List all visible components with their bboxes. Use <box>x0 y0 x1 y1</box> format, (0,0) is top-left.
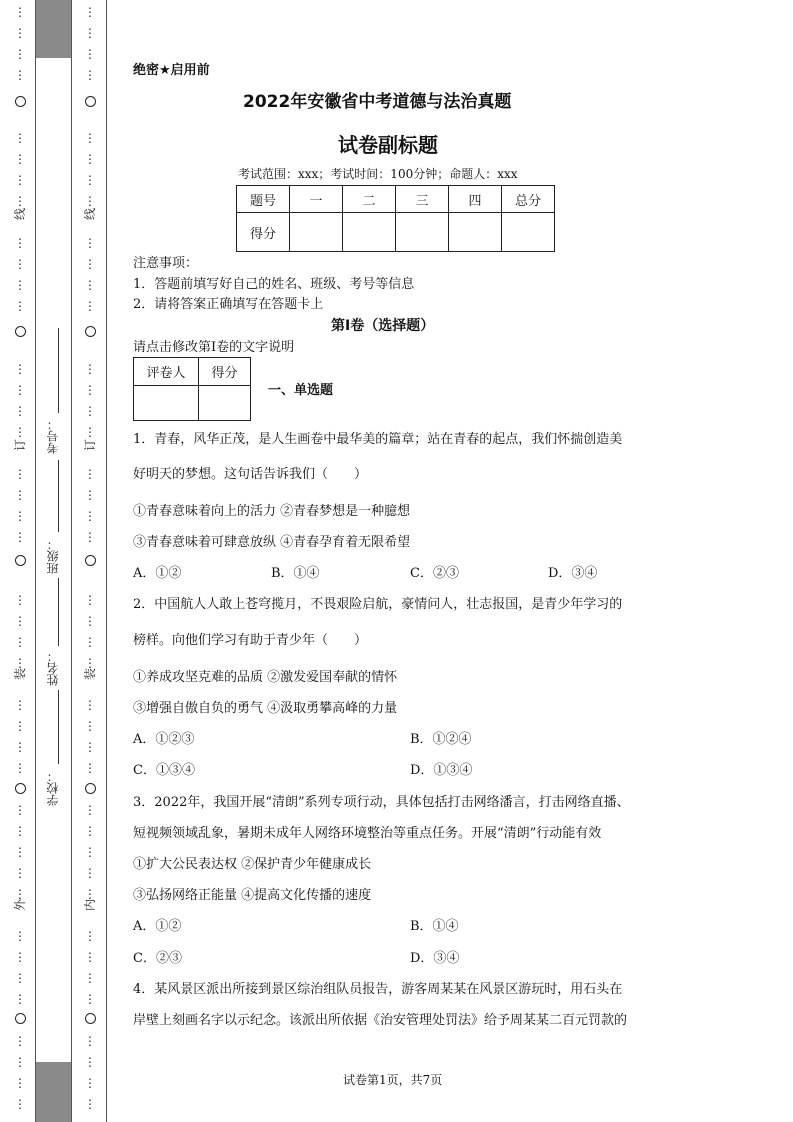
binding-dots: ⋮ <box>84 425 96 439</box>
margin-rule <box>106 0 107 1122</box>
binding-dots: ⋮ <box>14 929 26 943</box>
notes-item: 1．答题前填写好自己的姓名、班级、考号等信息 <box>133 277 415 292</box>
binding-dots: ⋮ <box>14 635 26 649</box>
name-line[interactable] <box>58 578 59 646</box>
q2-option-b[interactable]: B．①②④ <box>410 732 472 747</box>
binding-dots: ⋮ <box>14 173 26 187</box>
binding-dots: ⋮ <box>14 593 26 607</box>
binding-dots: ⋮ <box>84 362 96 376</box>
binding-dots: ⋮ <box>84 1055 96 1069</box>
binding-dots: ⋮ <box>84 152 96 166</box>
q3-stem-line2: 短视频领域乱象，暑期未成年人网络环境整治等重点任务。开展“清朗”行动能有效 <box>133 826 602 841</box>
binding-circle <box>15 96 26 107</box>
binding-dots: ⋮ <box>84 194 96 208</box>
binding-dots: ⋮ <box>84 1097 96 1111</box>
binding-dots: ⋮ <box>14 1034 26 1048</box>
binding-dots: ⋮ <box>84 68 96 82</box>
binding-dots: ⋮ <box>14 152 26 166</box>
q2-stem-line1: 2．中国航人人敢上苍穹揽月，不畏艰险启航，豪情问人，壮志报国，是青少年学习的 <box>133 597 623 612</box>
binding-dots: ⋮ <box>14 257 26 271</box>
binding-dots: ⋮ <box>14 1097 26 1111</box>
q1-option-b[interactable]: B．①④ <box>271 566 320 581</box>
score-cell[interactable] <box>449 213 502 252</box>
binding-dots: ⋮ <box>84 992 96 1006</box>
binding-dots: ⋮ <box>84 614 96 628</box>
q1-statements-1: ①青春意味着向上的活力 ②青春梦想是一种臆想 <box>133 504 411 519</box>
binding-circle <box>15 783 26 794</box>
q3-option-b[interactable]: B．①④ <box>410 919 459 934</box>
score-table-header-row <box>237 186 555 213</box>
binding-dots: ⋮ <box>14 761 26 775</box>
school-label: 学校： <box>46 770 60 806</box>
class-line[interactable] <box>58 460 59 532</box>
score-header-cell: 四 <box>449 186 502 213</box>
binding-dots: ⋮ <box>14 698 26 712</box>
binding-dots: ⋮ <box>14 425 26 439</box>
q1-stem-line2: 好明天的梦想。这句话告诉我们（ ） <box>133 467 368 482</box>
binding-dots: ⋮ <box>14 1055 26 1069</box>
notes-item: 2．请将答案正确填写在答题卡上 <box>133 297 324 312</box>
score-table <box>236 185 555 252</box>
binding-dots: ⋮ <box>84 47 96 61</box>
binding-dots: ⋮ <box>14 866 26 880</box>
score-header-cell: 总分 <box>502 186 555 213</box>
binding-dots: ⋮ <box>14 299 26 313</box>
q2-option-d[interactable]: D．①③④ <box>410 763 473 778</box>
binding-dots: ⋮ <box>14 404 26 418</box>
binding-dots: ⋮ <box>14 362 26 376</box>
binding-dots: ⋮ <box>14 1076 26 1090</box>
section-title: 一、单选题 <box>268 383 334 398</box>
binding-dots: ⋮ <box>84 698 96 712</box>
binding-dots: ⋮ <box>84 1076 96 1090</box>
q2-option-a[interactable]: A．①②③ <box>133 732 195 747</box>
binding-dots: ⋮ <box>14 194 26 208</box>
strip-cap-top <box>36 0 71 58</box>
binding-circle <box>85 96 96 107</box>
binding-dots: ⋮ <box>14 278 26 292</box>
student-id-label: 考号： <box>46 418 60 454</box>
score-header-cell: 二 <box>343 186 396 213</box>
binding-dots: ⋮ <box>84 26 96 40</box>
q1-option-a[interactable]: A．①② <box>133 566 182 581</box>
binding-mark: 订 <box>83 439 97 452</box>
binding-dots: ⋮ <box>84 719 96 733</box>
score-table-row <box>237 213 555 252</box>
binding-dots: ⋮ <box>14 950 26 964</box>
q2-statements-2: ③增强自傲自负的勇气 ④汲取勇攀高峰的力量 <box>133 701 398 716</box>
q3-statements-1: ①扩大公民表达权 ②保护青少年健康成长 <box>133 857 372 872</box>
grader-cell[interactable] <box>134 386 199 421</box>
score-cell[interactable] <box>343 213 396 252</box>
binding-dots: ⋮ <box>14 26 26 40</box>
q3-option-d[interactable]: D．③④ <box>410 951 460 966</box>
binding-circle <box>85 555 96 566</box>
binding-dots: ⋮ <box>14 68 26 82</box>
binding-dots: ⋮ <box>84 530 96 544</box>
score-cell[interactable] <box>502 213 555 252</box>
binding-dots: ⋮ <box>84 803 96 817</box>
binding-dots: ⋮ <box>14 845 26 859</box>
binding-dots: ⋮ <box>84 236 96 250</box>
binding-circle <box>85 783 96 794</box>
binding-dots: ⋮ <box>84 1034 96 1048</box>
strip-cap-bottom <box>36 1062 71 1122</box>
school-line[interactable] <box>58 690 59 764</box>
binding-dots: ⋮ <box>14 509 26 523</box>
exam-info: 考试范围：xxx；考试时间：100分钟；命题人：xxx <box>238 167 518 181</box>
exam-subtitle: 试卷副标题 <box>338 133 438 157</box>
q1-stem-line1: 1．青春，风华正茂，是人生画卷中最华美的篇章；站在青春的起点，我们怀揣创造美 <box>133 432 623 447</box>
binding-dots: ⋮ <box>84 929 96 943</box>
outer-dotted-column <box>14 0 26 1122</box>
binding-dots: ⋮ <box>84 278 96 292</box>
binding-dots: ⋮ <box>14 992 26 1006</box>
binding-dots: ⋮ <box>84 740 96 754</box>
binding-dots: ⋮ <box>84 635 96 649</box>
q4-stem-line2: 岸壁上刻画名字以示纪念。该派出所依据《治安管理处罚法》给予周某某二百元罚款的 <box>133 1013 628 1028</box>
binding-dots: ⋮ <box>84 824 96 838</box>
binding-dots: ⋮ <box>84 131 96 145</box>
page-footer: 试卷第1页，共7页 <box>343 1073 443 1087</box>
q1-option-d[interactable]: D．③④ <box>548 566 598 581</box>
q4-stem-line1: 4．某风景区派出所接到景区综治组队员报告，游客周某某在风景区游玩时，用石头在 <box>133 982 623 997</box>
binding-dots: ⋮ <box>84 257 96 271</box>
binding-dots: ⋮ <box>84 845 96 859</box>
grader-header-row <box>134 358 251 386</box>
binding-circle <box>85 1013 96 1024</box>
grader-table <box>133 357 251 421</box>
binding-dots: ⋮ <box>14 383 26 397</box>
binding-dots: ⋮ <box>14 887 26 901</box>
secret-label: 绝密★启用前 <box>133 63 210 78</box>
binding-dots: ⋮ <box>14 467 26 481</box>
binding-dots: ⋮ <box>14 656 26 670</box>
q1-statements-2: ③青春意味着可肆意放纵 ④青春孕育着无限希望 <box>133 535 411 550</box>
binding-dots: ⋮ <box>84 971 96 985</box>
binding-mark: 线 <box>13 208 27 221</box>
q3-option-a[interactable]: A．①② <box>133 919 182 934</box>
q2-statements-1: ①养成攻坚克难的品质 ②激发爱国奉献的情怀 <box>133 670 398 685</box>
binding-mark: 装 <box>83 668 97 681</box>
grader-cell[interactable] <box>199 386 251 421</box>
score-header-cell: 一 <box>290 186 343 213</box>
binding-dots: ⋮ <box>14 530 26 544</box>
binding-dots: ⋮ <box>84 299 96 313</box>
binding-dots: ⋮ <box>14 719 26 733</box>
student-id-line[interactable] <box>58 328 59 413</box>
binding-dots: ⋮ <box>84 488 96 502</box>
class-label: 班级： <box>46 538 60 574</box>
binding-mark: 装 <box>13 668 27 681</box>
grader-row <box>134 386 251 421</box>
binding-circle <box>85 326 96 337</box>
score-header-cell: 题号 <box>237 186 290 213</box>
binding-dots: ⋮ <box>84 404 96 418</box>
inner-dotted-column <box>84 0 96 1122</box>
q3-option-c[interactable]: C．②③ <box>133 951 182 966</box>
binding-dots: ⋮ <box>14 47 26 61</box>
binding-dots: ⋮ <box>84 5 96 19</box>
binding-dots: ⋮ <box>14 740 26 754</box>
binding-dots: ⋮ <box>84 866 96 880</box>
q2-stem-line2: 榜样。向他们学习有助于青少年（ ） <box>133 633 368 648</box>
score-cell[interactable] <box>396 213 449 252</box>
notes-title: 注意事项： <box>133 256 199 271</box>
binding-dots: ⋮ <box>84 509 96 523</box>
binding-dots: ⋮ <box>84 383 96 397</box>
volume-title: 第I卷（选择题） <box>331 318 435 334</box>
binding-dots: ⋮ <box>84 656 96 670</box>
q2-option-c[interactable]: C．①③④ <box>133 763 195 778</box>
binding-circle <box>15 1013 26 1024</box>
binding-dots: ⋮ <box>14 488 26 502</box>
binding-dots: ⋮ <box>14 824 26 838</box>
exam-title: 2022年安徽省中考道德与法治真题 <box>243 92 512 112</box>
grader-score-label: 得分 <box>199 358 251 386</box>
binding-dots: ⋮ <box>84 887 96 901</box>
binding-mark: 订 <box>13 439 27 452</box>
binding-circle <box>15 326 26 337</box>
binding-dots: ⋮ <box>14 614 26 628</box>
binding-dots: ⋮ <box>84 173 96 187</box>
binding-dots: ⋮ <box>14 131 26 145</box>
binding-dots: ⋮ <box>14 971 26 985</box>
binding-dots: ⋮ <box>14 236 26 250</box>
binding-mark: 线 <box>83 208 97 221</box>
binding-dots: ⋮ <box>14 5 26 19</box>
binding-dots: ⋮ <box>84 950 96 964</box>
q1-option-c[interactable]: C．②③ <box>410 566 459 581</box>
name-label: 姓名： <box>46 650 60 686</box>
binding-dots: ⋮ <box>14 803 26 817</box>
score-header-cell: 三 <box>396 186 449 213</box>
binding-circle <box>15 555 26 566</box>
binding-mark: 内 <box>83 899 97 912</box>
grader-label: 评卷人 <box>134 358 199 386</box>
binding-dots: ⋮ <box>84 593 96 607</box>
volume-desc: 请点击修改第I卷的文字说明 <box>133 340 295 355</box>
q3-statements-2: ③弘扬网络正能量 ④提高文化传播的速度 <box>133 888 372 903</box>
score-cell[interactable] <box>290 213 343 252</box>
q3-stem-line1: 3．2022年，我国开展“清朗”系列专项行动，具体包括打击网络潘言，打击网络直播、 <box>133 795 630 810</box>
binding-dots: ⋮ <box>84 467 96 481</box>
score-row-label: 得分 <box>237 213 290 252</box>
binding-dots: ⋮ <box>84 761 96 775</box>
binding-mark: 外 <box>13 899 27 912</box>
